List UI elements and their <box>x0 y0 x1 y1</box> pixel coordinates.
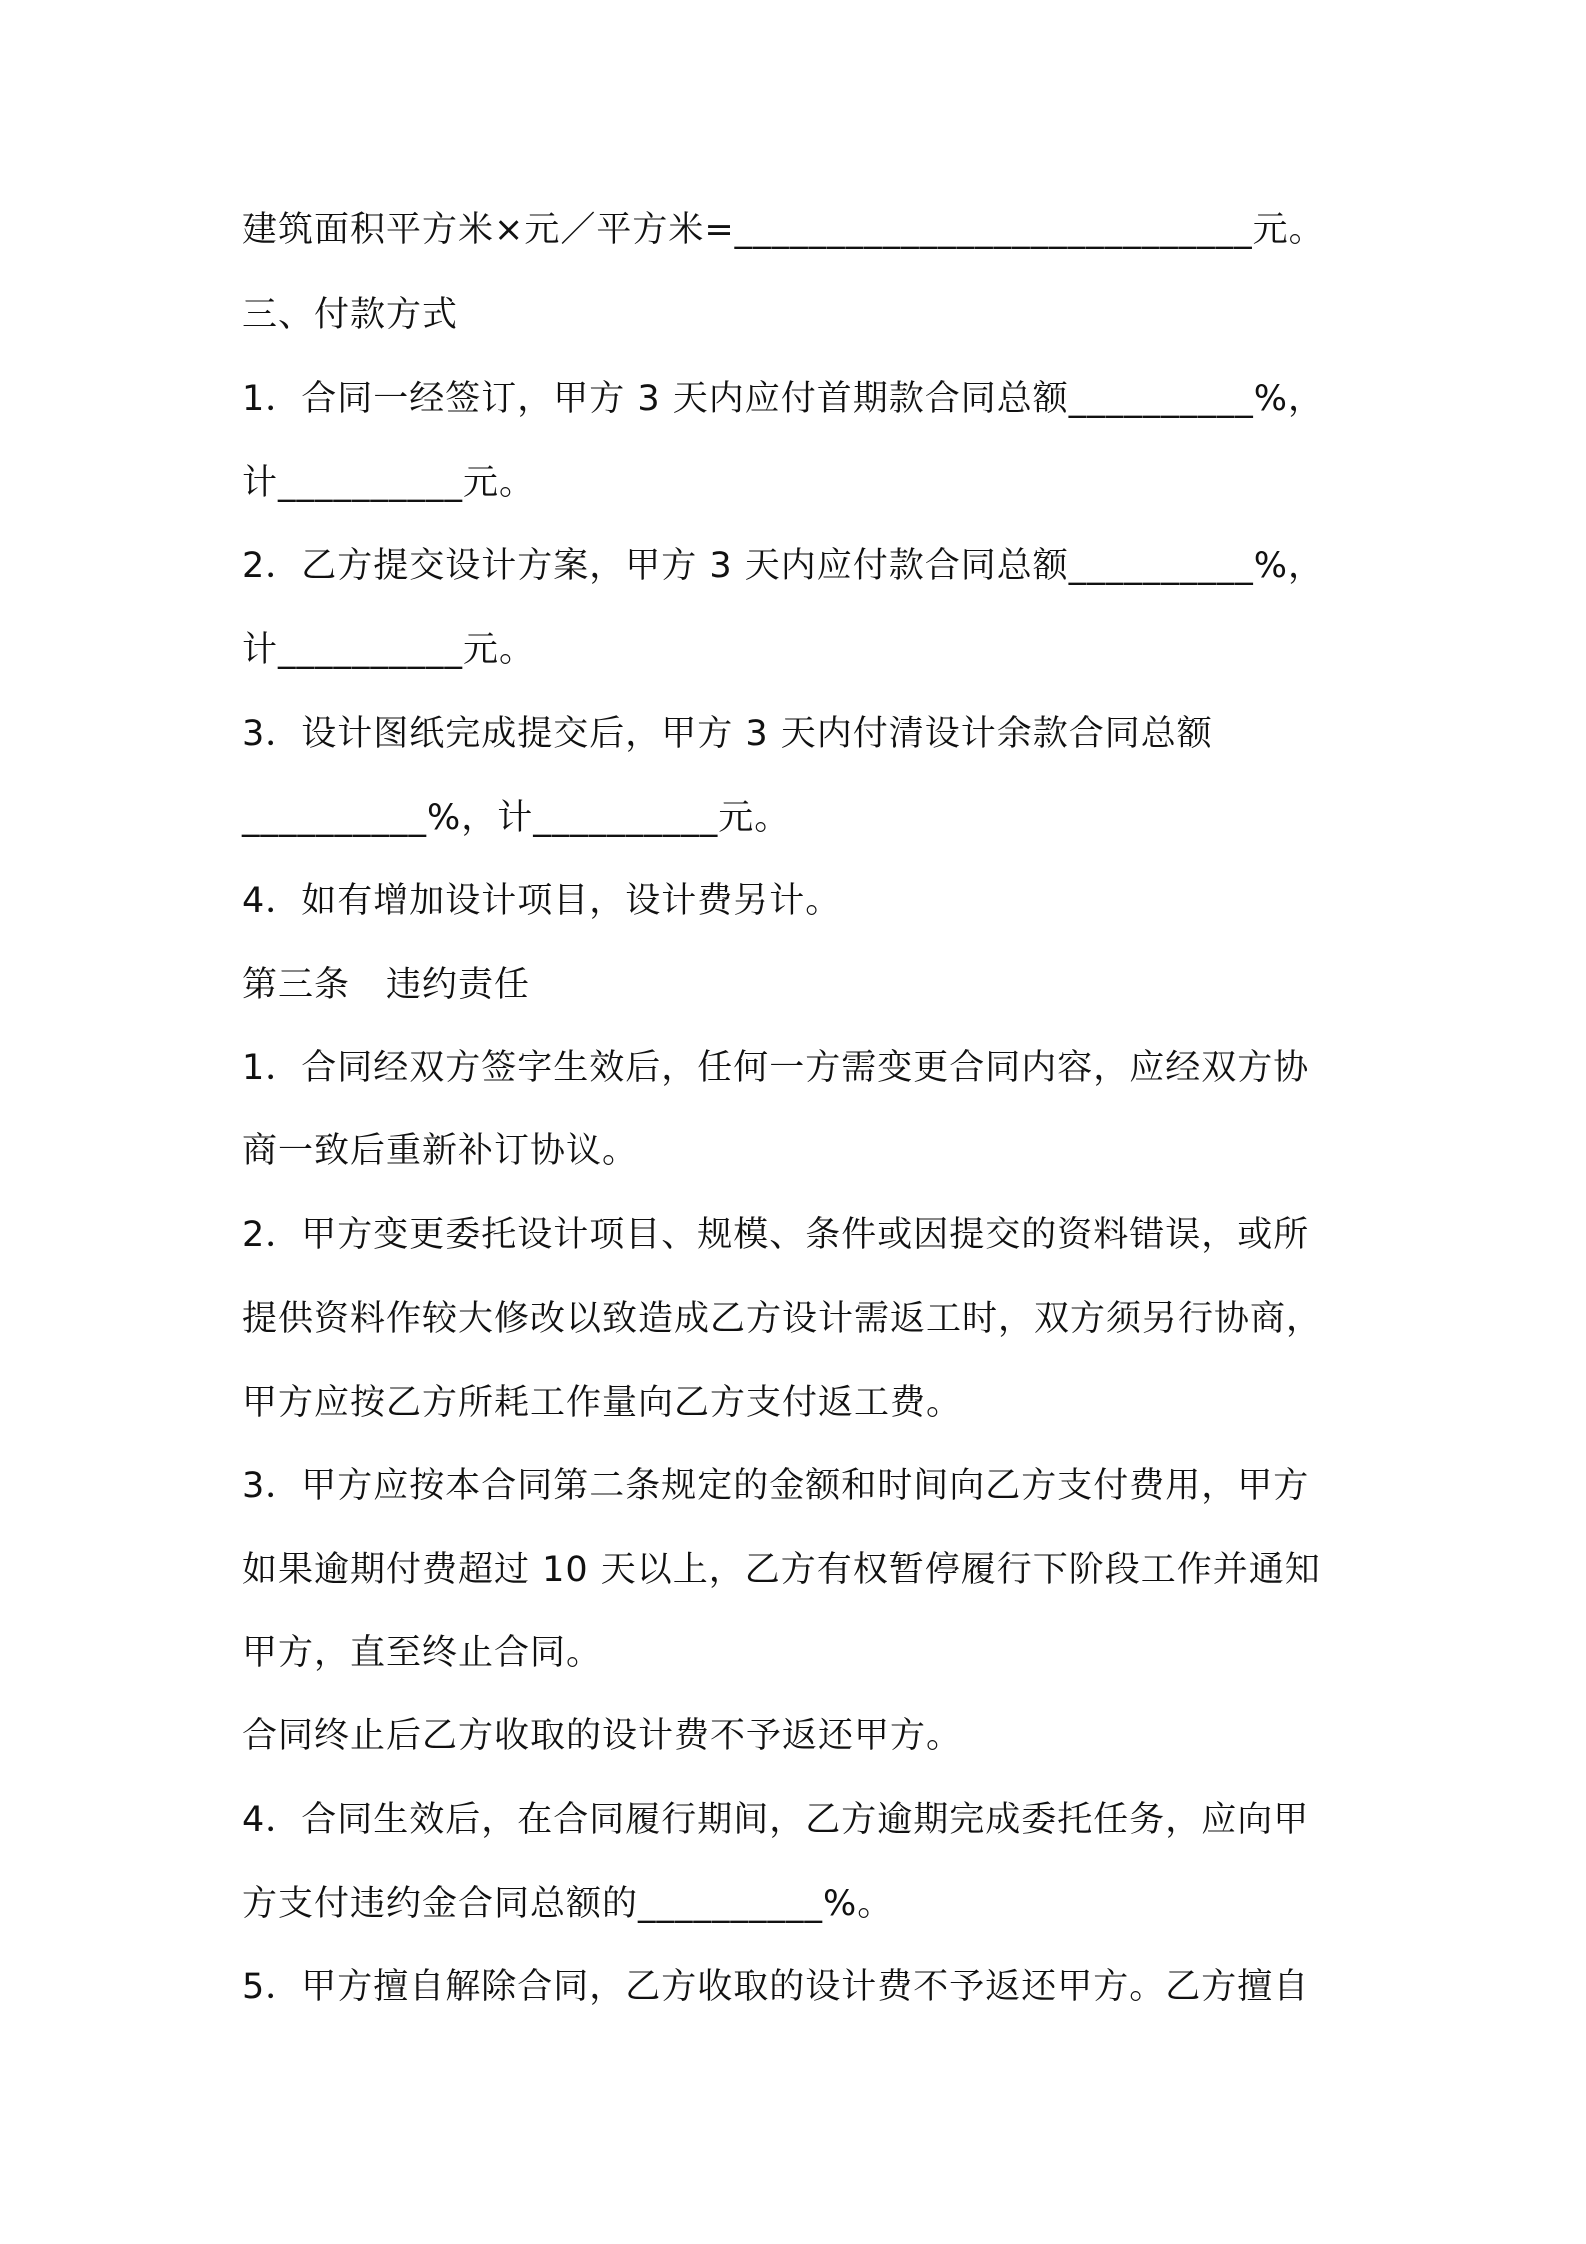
text-line: 4．合同生效后，在合同履行期间，乙方逾期完成委托任务，应向甲 <box>242 1800 1310 1840</box>
text-line: 3．甲方应按本合同第二条规定的金额和时间向乙方支付费用，甲方 <box>242 1466 1310 1506</box>
text-line: 甲方，直至终止合同。 <box>242 1633 603 1673</box>
text-line: __________%，计__________元。 <box>242 798 791 838</box>
text-line: 2．乙方提交设计方案，甲方 3 天内应付款合同总额__________%， <box>242 546 1325 586</box>
text-line: 方支付违约金合同总额的__________%。 <box>242 1884 894 1924</box>
text-line: 合同终止后乙方收取的设计费不予返还甲方。 <box>242 1716 963 1756</box>
article-heading: 第三条 违约责任 <box>242 965 531 1005</box>
text-line: 5．甲方擅自解除合同，乙方收取的设计费不予返还甲方。乙方擅自 <box>242 1967 1310 2007</box>
text-line: 3．设计图纸完成提交后，甲方 3 天内付清设计余款合同总额 <box>242 714 1213 754</box>
section-heading: 三、付款方式 <box>242 295 459 335</box>
text-line: 4．如有增加设计项目，设计费另计。 <box>242 881 842 921</box>
text-line: 2．甲方变更委托设计项目、规模、条件或因提交的资料错误，或所 <box>242 1215 1310 1255</box>
text-line: 如果逾期付费超过 10 天以上，乙方有权暂停履行下阶段工作并通知 <box>242 1550 1321 1590</box>
text-line: 甲方应按乙方所耗工作量向乙方支付返工费。 <box>242 1383 963 1423</box>
text-line: 1．合同一经签订，甲方 3 天内应付首期款合同总额__________%， <box>242 379 1325 419</box>
text-line: 1．合同经双方签字生效后，任何一方需变更合同内容，应经双方协 <box>242 1048 1310 1088</box>
text-line: 建筑面积平方米×元／平方米=____________________________元。 <box>242 210 1325 250</box>
text-line: 提供资料作较大修改以致造成乙方设计需返工时，双方须另行协商， <box>242 1299 1323 1339</box>
text-line: 计__________元。 <box>242 463 536 503</box>
text-line: 计__________元。 <box>242 630 536 670</box>
text-line: 商一致后重新补订协议。 <box>242 1131 639 1171</box>
